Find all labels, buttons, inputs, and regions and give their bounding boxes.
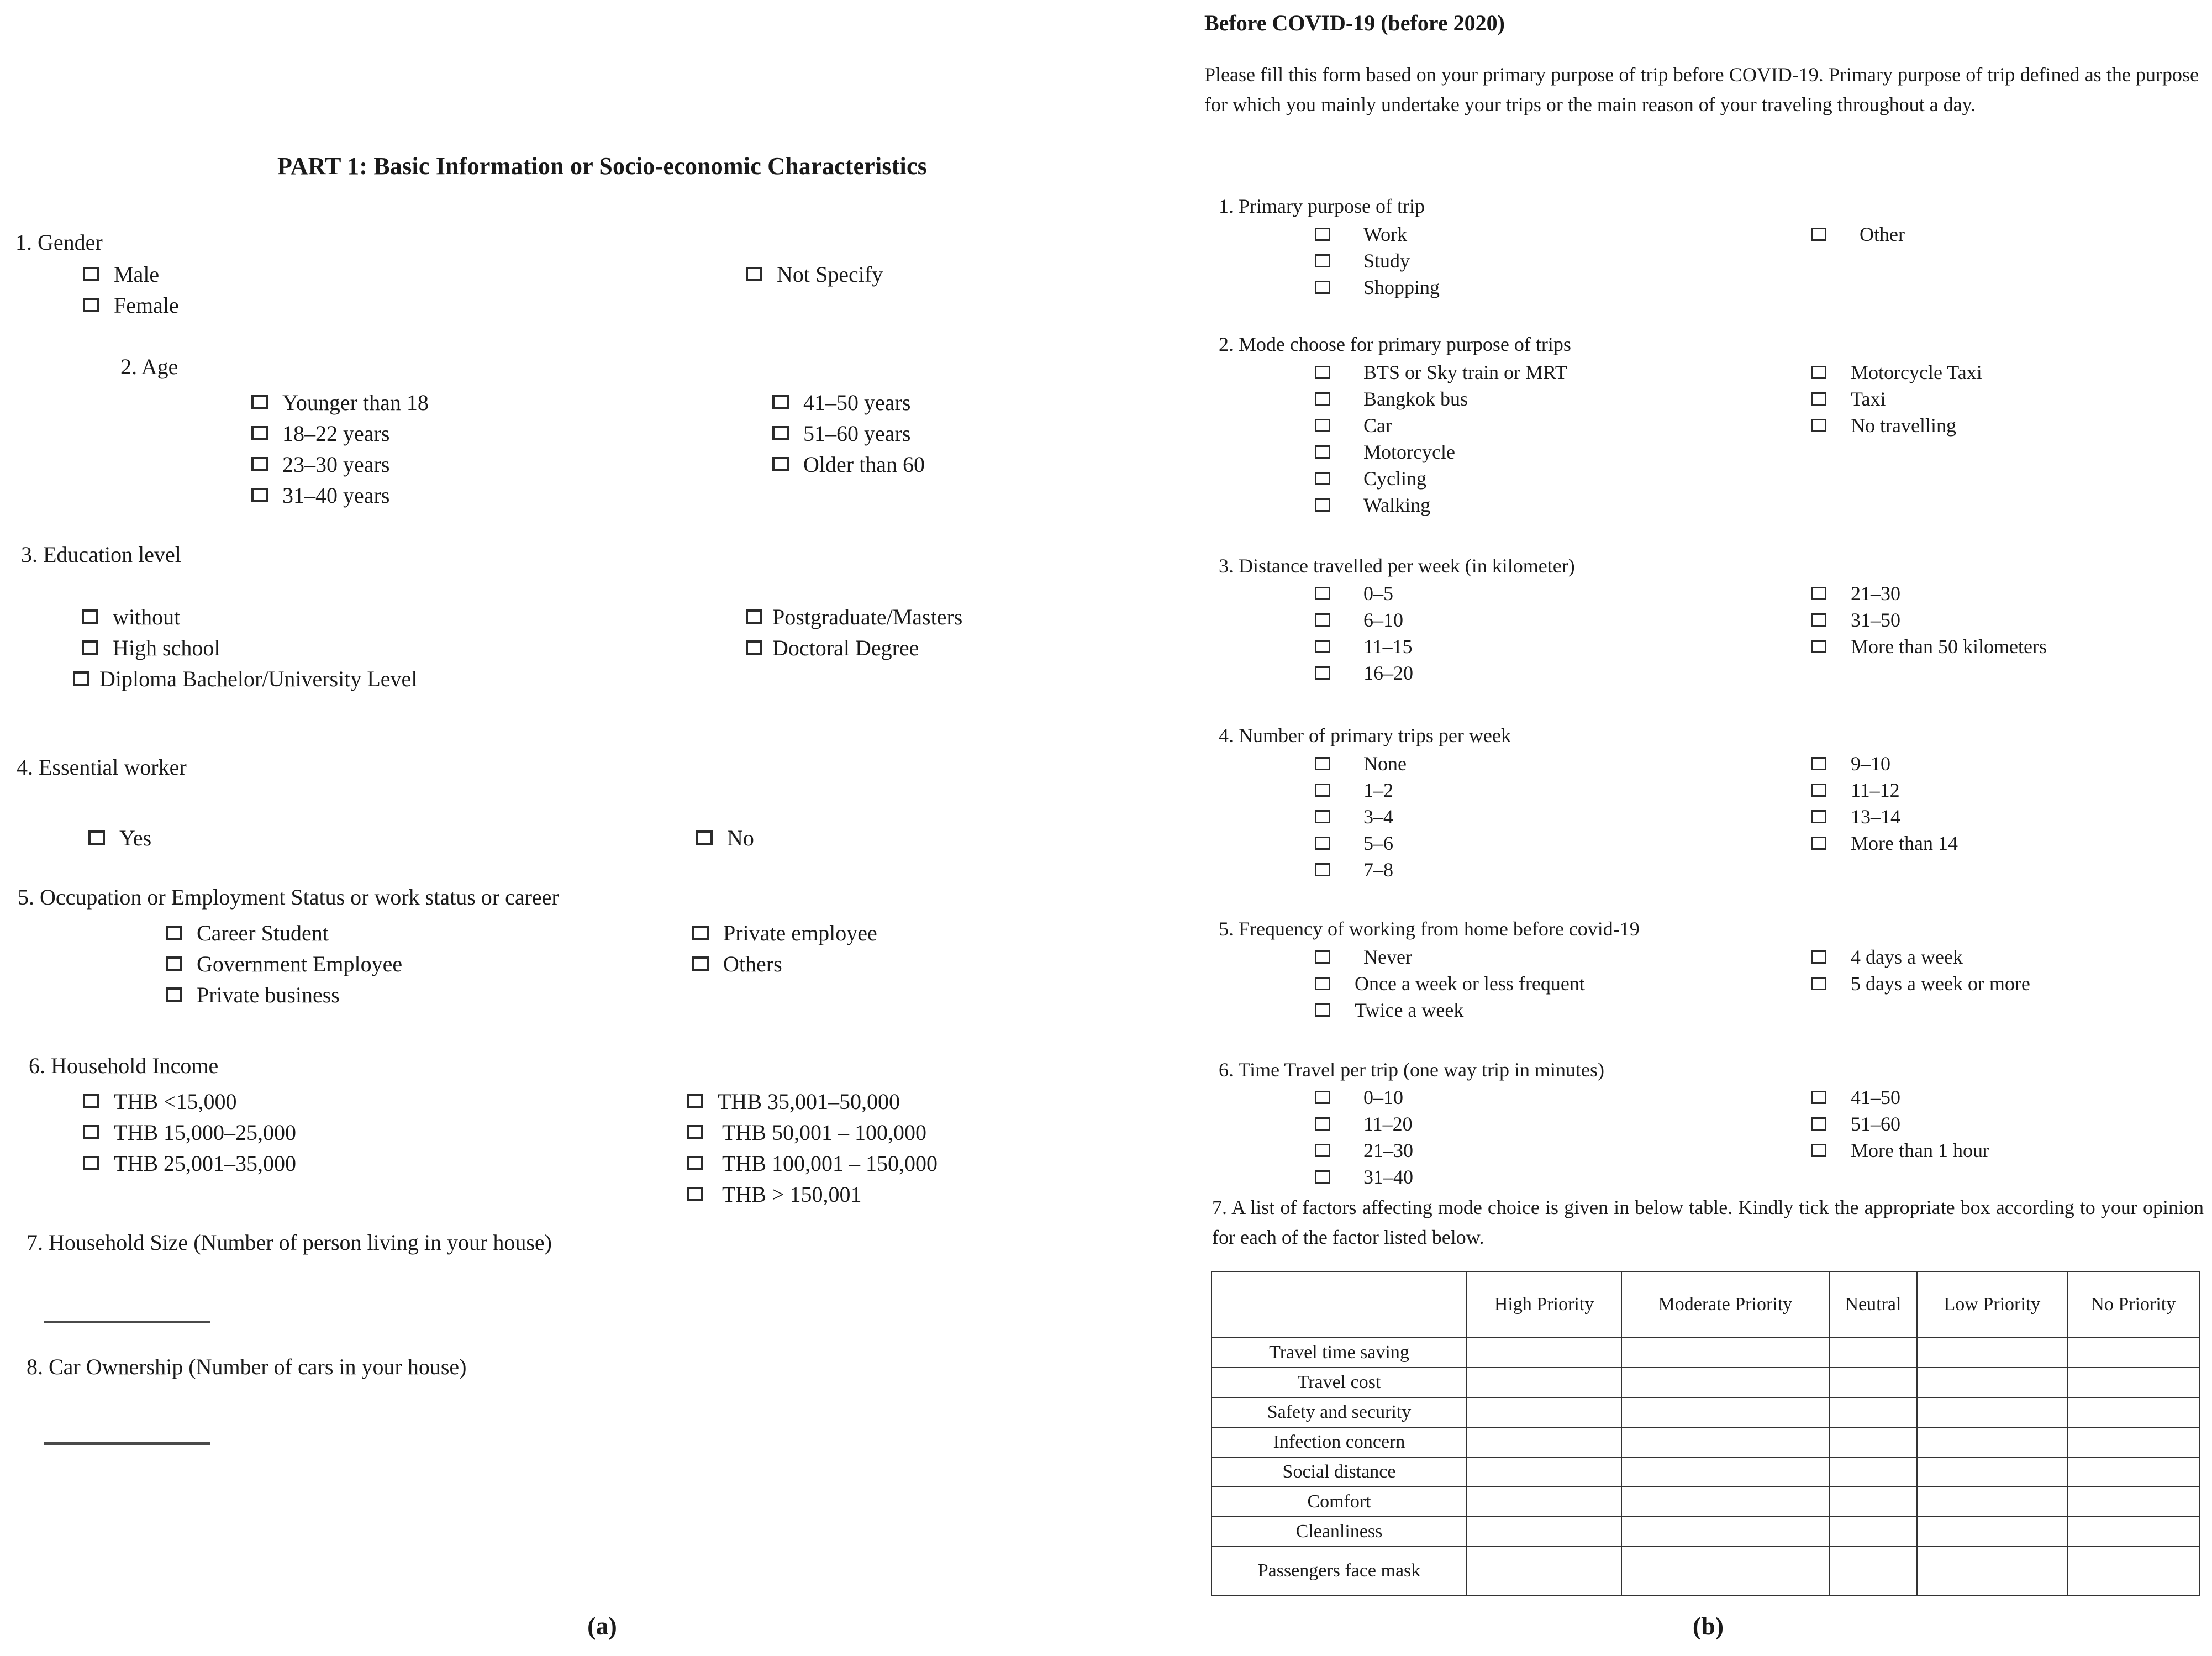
checkbox-option[interactable]: Study bbox=[1315, 248, 1440, 274]
primary-purpose-options-left bbox=[1315, 221, 1440, 301]
checkbox-option[interactable]: 41–50 bbox=[1811, 1084, 1989, 1111]
checkbox-icon[interactable] bbox=[692, 956, 709, 971]
checkbox-icon[interactable] bbox=[1315, 757, 1330, 770]
checkbox-option[interactable]: Private business bbox=[166, 979, 402, 1010]
question-occupation-heading: 5. Occupation or Employment Status or work status or career bbox=[18, 885, 559, 910]
table-cell[interactable] bbox=[2067, 1517, 2199, 1547]
checkbox-icon[interactable] bbox=[1315, 366, 1330, 379]
age-options-left bbox=[251, 387, 429, 511]
checkbox-icon[interactable] bbox=[82, 609, 98, 624]
checkbox-option[interactable]: 31–50 bbox=[1811, 607, 2047, 633]
checkbox-option[interactable]: Younger than 18 bbox=[251, 387, 429, 418]
education-options-right bbox=[746, 601, 962, 663]
table-cell[interactable] bbox=[1829, 1487, 1918, 1517]
checkbox-option[interactable]: without bbox=[82, 601, 417, 632]
checkbox-option[interactable]: More than 14 bbox=[1811, 830, 1958, 856]
question-primary-purpose-heading: 1. Primary purpose of trip bbox=[1219, 195, 1425, 217]
checkbox-option[interactable]: Motorcycle Taxi bbox=[1811, 359, 1982, 386]
table-cell[interactable] bbox=[1917, 1427, 2067, 1457]
checkbox-icon[interactable] bbox=[1315, 472, 1330, 485]
education-options-left bbox=[82, 601, 417, 694]
checkbox-icon[interactable] bbox=[1811, 392, 1826, 406]
table-cell[interactable] bbox=[1917, 1338, 2067, 1368]
checkbox-option[interactable]: BTS or Sky train or MRT bbox=[1315, 359, 1567, 386]
checkbox-icon[interactable] bbox=[1811, 810, 1826, 823]
checkbox-option[interactable]: No bbox=[696, 822, 754, 853]
checkbox-icon[interactable] bbox=[166, 987, 182, 1002]
checkbox-option[interactable]: 11–12 bbox=[1811, 777, 1958, 803]
checkbox-icon[interactable] bbox=[166, 956, 182, 971]
gender-options-left bbox=[83, 259, 179, 320]
checkbox-option[interactable]: Car bbox=[1315, 412, 1567, 439]
question-trips-per-week-heading: 4. Number of primary trips per week bbox=[1219, 724, 1511, 746]
part2-heading: Before COVID-19 (before 2020) bbox=[1204, 10, 1505, 35]
table-row-label: Passengers face mask bbox=[1212, 1547, 1467, 1595]
checkbox-icon[interactable] bbox=[251, 457, 268, 471]
checkbox-icon[interactable] bbox=[1315, 392, 1330, 406]
table-row-label: Social distance bbox=[1212, 1457, 1467, 1487]
table-header-cell: Low Priority bbox=[1917, 1271, 2067, 1338]
checkbox-option[interactable]: Taxi bbox=[1811, 386, 1982, 412]
trips-per-week-options-right bbox=[1811, 750, 1958, 856]
checkbox-icon[interactable] bbox=[1315, 837, 1330, 850]
trips-per-week-options-left bbox=[1315, 750, 1407, 883]
checkbox-icon[interactable] bbox=[83, 1094, 99, 1108]
table-cell[interactable] bbox=[1621, 1338, 1829, 1368]
essential-worker-options-left bbox=[88, 822, 151, 853]
checkbox-icon[interactable] bbox=[1315, 613, 1330, 627]
checkbox-option[interactable]: Postgraduate/Masters bbox=[746, 601, 962, 632]
checkbox-icon[interactable] bbox=[687, 1125, 703, 1139]
distance-options-right bbox=[1811, 580, 2047, 660]
checkbox-option[interactable]: 0–10 bbox=[1315, 1084, 1413, 1111]
checkbox-icon[interactable] bbox=[1315, 810, 1330, 823]
table-cell[interactable] bbox=[2067, 1368, 2199, 1397]
table-cell[interactable] bbox=[1467, 1457, 1621, 1487]
checkbox-icon[interactable] bbox=[251, 426, 268, 440]
checkbox-option[interactable]: 0–5 bbox=[1315, 580, 1413, 607]
age-options-right bbox=[772, 387, 925, 480]
table-cell[interactable] bbox=[2067, 1338, 2199, 1368]
checkbox-option[interactable]: 11–15 bbox=[1315, 633, 1413, 660]
checkbox-option[interactable]: Other bbox=[1811, 221, 1905, 248]
table-row bbox=[1212, 1338, 2199, 1368]
checkbox-icon[interactable] bbox=[1811, 950, 1826, 964]
question-gender-heading: 1. Gender bbox=[15, 230, 103, 255]
checkbox-icon[interactable] bbox=[166, 926, 182, 940]
checkbox-icon[interactable] bbox=[1315, 587, 1330, 600]
table-header-cell: Neutral bbox=[1829, 1271, 1918, 1338]
table-row-label: Travel time saving bbox=[1212, 1338, 1467, 1368]
table-row bbox=[1212, 1457, 2199, 1487]
table-cell[interactable] bbox=[1829, 1368, 1918, 1397]
income-options-left bbox=[83, 1086, 296, 1179]
checkbox-icon[interactable] bbox=[746, 640, 762, 655]
table-row-label: Travel cost bbox=[1212, 1368, 1467, 1397]
checkbox-option[interactable]: Career Student bbox=[166, 917, 402, 948]
checkbox-option[interactable]: Not Specify bbox=[746, 259, 883, 290]
checkbox-icon[interactable] bbox=[1811, 837, 1826, 850]
table-cell[interactable] bbox=[1621, 1517, 1829, 1547]
table-row bbox=[1212, 1397, 2199, 1427]
question-travel-time-heading: 6. Time Travel per trip (one way trip in minutes) bbox=[1219, 1059, 1604, 1081]
table-cell[interactable] bbox=[1917, 1547, 2067, 1595]
checkbox-icon[interactable] bbox=[1315, 950, 1330, 964]
checkbox-option[interactable]: 18–22 years bbox=[251, 418, 429, 449]
checkbox-option[interactable]: THB 100,001 – 150,000 bbox=[687, 1148, 938, 1179]
table-cell[interactable] bbox=[1829, 1427, 1918, 1457]
table-cell[interactable] bbox=[1467, 1517, 1621, 1547]
checkbox-option[interactable]: 23–30 years bbox=[251, 449, 429, 480]
question-car-ownership-heading: 8. Car Ownership (Number of cars in your house) bbox=[27, 1354, 467, 1379]
checkbox-option[interactable]: No travelling bbox=[1811, 412, 1982, 439]
table-header-cell: Moderate Priority bbox=[1621, 1271, 1829, 1338]
checkbox-option[interactable]: More than 50 kilometers bbox=[1811, 633, 2047, 660]
checkbox-icon[interactable] bbox=[772, 457, 789, 471]
checkbox-option[interactable]: Female bbox=[83, 290, 179, 320]
travel-time-options-right bbox=[1811, 1084, 1989, 1164]
checkbox-option[interactable]: Private employee bbox=[692, 917, 877, 948]
checkbox-icon[interactable] bbox=[1811, 1117, 1826, 1131]
checkbox-option[interactable]: Diploma Bachelor/University Level bbox=[73, 663, 417, 694]
checkbox-icon[interactable] bbox=[1315, 1117, 1330, 1131]
checkbox-option[interactable]: 11–20 bbox=[1315, 1111, 1413, 1137]
checkbox-icon[interactable] bbox=[687, 1187, 703, 1201]
checkbox-icon[interactable] bbox=[1811, 419, 1826, 432]
checkbox-option[interactable]: 31–40 years bbox=[251, 480, 429, 511]
question-factors-table-prompt: 7. A list of factors affecting mode choice is given in below table. Kindly tick the appropriate box according to your opinion for each of the factor listed below. bbox=[1212, 1196, 2204, 1248]
checkbox-icon[interactable] bbox=[772, 426, 789, 440]
checkbox-option[interactable]: THB 25,001–35,000 bbox=[83, 1148, 296, 1179]
distance-options-left bbox=[1315, 580, 1413, 686]
checkbox-option[interactable]: THB 35,001–50,000 bbox=[687, 1086, 938, 1117]
mode-choice-options-left bbox=[1315, 359, 1567, 518]
checkbox-icon[interactable] bbox=[73, 671, 89, 686]
checkbox-option[interactable]: 7–8 bbox=[1315, 856, 1407, 883]
checkbox-icon[interactable] bbox=[1315, 666, 1330, 680]
checkbox-option[interactable]: Doctoral Degree bbox=[746, 632, 962, 663]
occupation-options-left bbox=[166, 917, 402, 1010]
checkbox-option[interactable]: Older than 60 bbox=[772, 449, 925, 480]
checkbox-icon[interactable] bbox=[746, 267, 762, 281]
checkbox-icon[interactable] bbox=[1315, 1003, 1330, 1017]
question-wfh-frequency-heading: 5. Frequency of working from home before covid-19 bbox=[1219, 918, 1640, 940]
table-cell[interactable] bbox=[1621, 1427, 1829, 1457]
checkbox-icon[interactable] bbox=[1811, 640, 1826, 653]
part2-column bbox=[1204, 0, 2212, 1656]
checkbox-icon[interactable] bbox=[1811, 977, 1826, 990]
table-cell[interactable] bbox=[1467, 1368, 1621, 1397]
table-row bbox=[1212, 1427, 2199, 1457]
checkbox-option[interactable]: 31–40 bbox=[1315, 1164, 1413, 1190]
table-cell[interactable] bbox=[1917, 1487, 2067, 1517]
checkbox-option[interactable]: 13–14 bbox=[1811, 803, 1958, 830]
table-cell[interactable] bbox=[1917, 1368, 2067, 1397]
income-options-right bbox=[687, 1086, 938, 1210]
table-row bbox=[1212, 1487, 2199, 1517]
figure-caption-b: (b) bbox=[1692, 1612, 1724, 1640]
table-row bbox=[1212, 1547, 2199, 1595]
table-cell[interactable] bbox=[1829, 1547, 1918, 1595]
checkbox-option[interactable]: More than 1 hour bbox=[1811, 1137, 1989, 1164]
checkbox-icon[interactable] bbox=[1315, 1170, 1330, 1184]
checkbox-icon[interactable] bbox=[696, 830, 713, 845]
table-cell[interactable] bbox=[1621, 1457, 1829, 1487]
checkbox-option[interactable]: 6–10 bbox=[1315, 607, 1413, 633]
checkbox-icon[interactable] bbox=[251, 395, 268, 409]
checkbox-option[interactable]: Walking bbox=[1315, 492, 1567, 518]
part1-title: PART 1: Basic Information or Socio-economic Characteristics bbox=[277, 153, 928, 180]
checkbox-icon[interactable] bbox=[772, 395, 789, 409]
table-row-label: Cleanliness bbox=[1212, 1517, 1467, 1547]
question-mode-choice-heading: 2. Mode choose for primary purpose of trips bbox=[1219, 333, 1571, 355]
checkbox-option[interactable]: Others bbox=[692, 948, 877, 979]
checkbox-icon[interactable] bbox=[687, 1094, 703, 1108]
checkbox-option[interactable]: 5 days a week or more bbox=[1811, 970, 2030, 997]
checkbox-option[interactable]: 51–60 bbox=[1811, 1111, 1989, 1137]
checkbox-option[interactable]: Yes bbox=[88, 822, 151, 853]
checkbox-icon[interactable] bbox=[88, 830, 105, 845]
checkbox-option[interactable]: THB > 150,001 bbox=[687, 1179, 938, 1210]
checkbox-option[interactable]: Work bbox=[1315, 221, 1440, 248]
checkbox-option[interactable]: 9–10 bbox=[1811, 750, 1958, 777]
checkbox-icon[interactable] bbox=[83, 298, 99, 312]
checkbox-icon[interactable] bbox=[83, 1125, 99, 1139]
checkbox-option[interactable]: Government Employee bbox=[166, 948, 402, 979]
mode-choice-options-right bbox=[1811, 359, 1982, 439]
checkbox-icon[interactable] bbox=[1811, 757, 1826, 770]
checkbox-option[interactable]: 4 days a week bbox=[1811, 944, 2030, 970]
question-education-heading: 3. Education level bbox=[21, 542, 181, 567]
checkbox-option[interactable]: 1–2 bbox=[1315, 777, 1407, 803]
table-cell[interactable] bbox=[1917, 1517, 2067, 1547]
table-cell[interactable] bbox=[1829, 1457, 1918, 1487]
table-header-cell: High Priority bbox=[1467, 1271, 1621, 1338]
checkbox-icon[interactable] bbox=[1315, 640, 1330, 653]
checkbox-icon[interactable] bbox=[1315, 1091, 1330, 1104]
checkbox-icon[interactable] bbox=[1315, 977, 1330, 990]
table-cell[interactable] bbox=[1917, 1397, 2067, 1427]
checkbox-option[interactable]: 21–30 bbox=[1811, 580, 2047, 607]
checkbox-icon[interactable] bbox=[692, 926, 709, 940]
question-essential-worker-heading: 4. Essential worker bbox=[17, 755, 187, 780]
checkbox-option[interactable]: THB 15,000–25,000 bbox=[83, 1117, 296, 1148]
table-cell[interactable] bbox=[2067, 1457, 2199, 1487]
question-household-size-heading: 7. Household Size (Number of person living in your house) bbox=[27, 1230, 552, 1255]
table-cell[interactable] bbox=[1467, 1427, 1621, 1457]
table-cell[interactable] bbox=[2067, 1487, 2199, 1517]
question-household-income-heading: 6. Household Income bbox=[29, 1053, 219, 1078]
checkbox-option[interactable]: 21–30 bbox=[1315, 1137, 1413, 1164]
car-ownership-write-in-line[interactable] bbox=[44, 1442, 210, 1445]
wfh-frequency-options-right bbox=[1811, 944, 2030, 997]
figure-caption-a: (a) bbox=[587, 1612, 617, 1640]
checkbox-icon[interactable] bbox=[1315, 281, 1330, 294]
checkbox-icon[interactable] bbox=[1315, 863, 1330, 876]
table-row bbox=[1212, 1368, 2199, 1397]
checkbox-option[interactable]: 41–50 years bbox=[772, 387, 925, 418]
checkbox-icon[interactable] bbox=[746, 609, 762, 624]
checkbox-icon[interactable] bbox=[1811, 784, 1826, 797]
checkbox-icon[interactable] bbox=[1315, 254, 1330, 267]
table-cell[interactable] bbox=[1621, 1368, 1829, 1397]
table-cell[interactable] bbox=[1829, 1338, 1918, 1368]
checkbox-icon[interactable] bbox=[1811, 228, 1826, 241]
table-cell[interactable] bbox=[1829, 1517, 1918, 1547]
checkbox-icon[interactable] bbox=[687, 1156, 703, 1170]
checkbox-option[interactable]: High school bbox=[82, 632, 417, 663]
checkbox-icon[interactable] bbox=[1315, 419, 1330, 432]
table-header-cell bbox=[1212, 1271, 1467, 1338]
question-distance-heading: 3. Distance travelled per week (in kilometer) bbox=[1219, 555, 1575, 577]
table-header-row bbox=[1212, 1271, 2199, 1338]
gender-options-right bbox=[746, 259, 883, 290]
checkbox-option[interactable]: 3–4 bbox=[1315, 803, 1407, 830]
checkbox-option[interactable]: THB <15,000 bbox=[83, 1086, 296, 1117]
table-row bbox=[1212, 1517, 2199, 1547]
checkbox-icon[interactable] bbox=[1811, 366, 1826, 379]
part2-intro-text: Please fill this form based on your primary purpose of trip before COVID-19. Primary purpose of trip defined as the purpose for which you mainly undertake your trips or the main reason of your traveling throughout a day. bbox=[1204, 64, 2199, 115]
table-cell[interactable] bbox=[1621, 1547, 1829, 1595]
table-cell[interactable] bbox=[1621, 1397, 1829, 1427]
wfh-frequency-options-left bbox=[1315, 944, 1585, 1023]
table-cell[interactable] bbox=[1829, 1397, 1918, 1427]
table-row-label: Safety and security bbox=[1212, 1397, 1467, 1427]
table-row-label: Infection concern bbox=[1212, 1427, 1467, 1457]
checkbox-icon[interactable] bbox=[251, 488, 268, 502]
checkbox-icon[interactable] bbox=[1315, 784, 1330, 797]
table-cell[interactable] bbox=[1467, 1338, 1621, 1368]
table-cell[interactable] bbox=[1621, 1487, 1829, 1517]
factors-priority-table bbox=[1211, 1271, 2200, 1596]
checkbox-icon[interactable] bbox=[1315, 498, 1330, 512]
checkbox-icon[interactable] bbox=[1315, 445, 1330, 459]
checkbox-icon[interactable] bbox=[83, 1156, 99, 1170]
checkbox-icon[interactable] bbox=[1811, 1091, 1826, 1104]
checkbox-option[interactable]: Male bbox=[83, 259, 179, 290]
table-cell[interactable] bbox=[1467, 1547, 1621, 1595]
primary-purpose-options-right bbox=[1811, 221, 1905, 248]
checkbox-option[interactable]: Motorcycle bbox=[1315, 439, 1567, 465]
table-cell[interactable] bbox=[2067, 1547, 2199, 1595]
checkbox-icon[interactable] bbox=[1811, 587, 1826, 600]
essential-worker-options-right bbox=[696, 822, 754, 853]
checkbox-option[interactable]: Bangkok bus bbox=[1315, 386, 1567, 412]
table-cell[interactable] bbox=[1917, 1457, 2067, 1487]
checkbox-option[interactable]: Never bbox=[1315, 944, 1585, 970]
table-cell[interactable] bbox=[2067, 1397, 2199, 1427]
table-cell[interactable] bbox=[2067, 1427, 2199, 1457]
checkbox-icon[interactable] bbox=[1315, 1144, 1330, 1157]
checkbox-icon[interactable] bbox=[1811, 613, 1826, 627]
checkbox-option[interactable]: Cycling bbox=[1315, 465, 1567, 492]
travel-time-options-left bbox=[1315, 1084, 1413, 1190]
checkbox-option[interactable]: 5–6 bbox=[1315, 830, 1407, 856]
checkbox-icon[interactable] bbox=[82, 640, 98, 655]
table-row-label: Comfort bbox=[1212, 1487, 1467, 1517]
checkbox-option[interactable]: Once a week or less frequent bbox=[1315, 970, 1585, 997]
household-size-write-in-line[interactable] bbox=[44, 1321, 210, 1323]
checkbox-option[interactable]: None bbox=[1315, 750, 1407, 777]
table-cell[interactable] bbox=[1467, 1397, 1621, 1427]
occupation-options-right bbox=[692, 917, 877, 979]
checkbox-icon[interactable] bbox=[1811, 1144, 1826, 1157]
table-cell[interactable] bbox=[1467, 1487, 1621, 1517]
question-age-heading: 2. Age bbox=[120, 354, 178, 379]
table-header-cell: No Priority bbox=[2067, 1271, 2199, 1338]
checkbox-option[interactable]: Shopping bbox=[1315, 274, 1440, 301]
checkbox-option[interactable]: 51–60 years bbox=[772, 418, 925, 449]
checkbox-icon[interactable] bbox=[1315, 228, 1330, 241]
checkbox-option[interactable]: THB 50,001 – 100,000 bbox=[687, 1117, 938, 1148]
checkbox-icon[interactable] bbox=[83, 267, 99, 281]
checkbox-option[interactable]: 16–20 bbox=[1315, 660, 1413, 686]
checkbox-option[interactable]: Twice a week bbox=[1315, 997, 1585, 1023]
